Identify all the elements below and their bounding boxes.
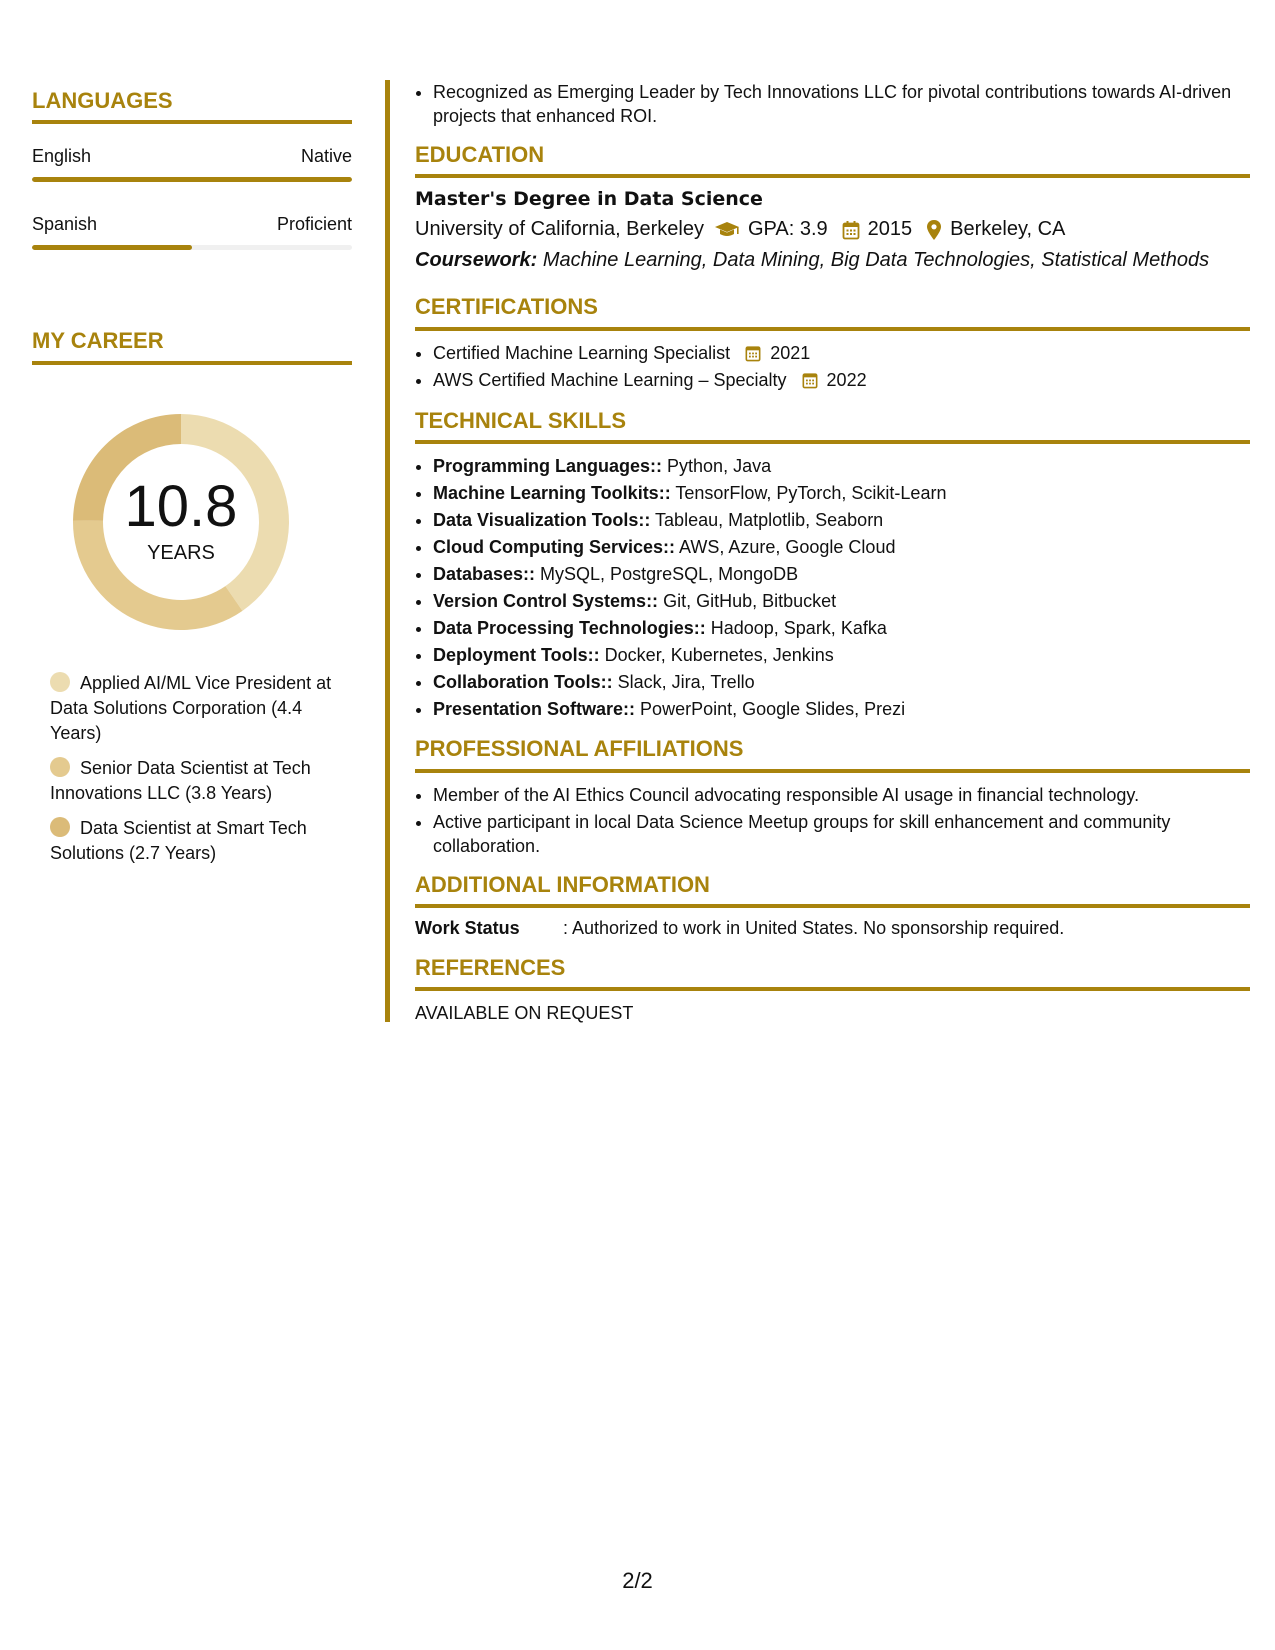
language-fill (32, 245, 192, 250)
page-number: 2/2 (622, 1568, 653, 1593)
skill-item (433, 562, 1250, 587)
skill-value: Docker, Kubernetes, Jenkins (599, 645, 834, 666)
legend-label: Senior Data Scientist at Tech Innovations LLC (3.8 Years) (50, 757, 311, 803)
language-bar-spanish (32, 245, 352, 250)
languages-title: LANGUAGES (32, 88, 352, 124)
language-fill (32, 177, 352, 182)
legend-label: Data Scientist at Smart Tech Solutions (2.7 Years) (50, 817, 307, 863)
education-section (415, 142, 1250, 272)
certification-item (433, 368, 1250, 392)
references-section (415, 955, 1250, 1024)
calendar-icon (745, 344, 761, 362)
language-name: English (32, 146, 92, 167)
affiliations-title: PROFESSIONAL AFFILIATIONS (415, 736, 1250, 772)
skills-section (415, 408, 1250, 722)
coursework-label: Coursework: (415, 249, 538, 272)
work-status-row (415, 918, 1250, 939)
language-name: Spanish (32, 214, 98, 235)
skill-label: Data Processing Technologies:: (433, 618, 706, 639)
coursework-list: Machine Learning, Data Mining, Big Data Technologies, Statistical Methods (542, 249, 1210, 272)
skills-list (415, 454, 1250, 722)
education-title: EDUCATION (415, 142, 1250, 178)
skill-item (433, 535, 1250, 560)
skill-item (433, 616, 1250, 641)
skill-label: Version Control Systems:: (433, 591, 659, 612)
career-unit: YEARS (147, 542, 215, 565)
education-details (415, 218, 1250, 241)
coursework (415, 249, 1250, 272)
certification-name: Certified Machine Learning Specialist (433, 342, 731, 363)
gpa: GPA: 3.9 (748, 218, 828, 241)
skill-item (433, 589, 1250, 614)
certifications-list (415, 341, 1250, 392)
legend-item (50, 671, 352, 746)
skill-value: Python, Java (662, 456, 772, 477)
education-location: Berkeley, CA (950, 218, 1066, 241)
skill-value: MySQL, PostgreSQL, MongoDB (535, 564, 799, 585)
skill-item (433, 670, 1250, 695)
additional-section (415, 872, 1250, 939)
skill-value: Slack, Jira, Trello (612, 672, 755, 693)
certification-year: 2022 (826, 369, 867, 390)
certification-year: 2021 (770, 342, 811, 363)
skill-label: Data Visualization Tools:: (433, 510, 651, 531)
skill-item (433, 481, 1250, 506)
additional-title: ADDITIONAL INFORMATION (415, 872, 1250, 908)
affiliations-section (415, 736, 1250, 857)
skill-value: PowerPoint, Google Slides, Prezi (635, 699, 906, 720)
certification-item (433, 341, 1250, 365)
skill-item (433, 643, 1250, 668)
location-pin-icon (926, 219, 942, 241)
legend-item (50, 756, 352, 806)
skill-label: Databases:: (433, 564, 536, 585)
skill-value: Git, GitHub, Bitbucket (658, 591, 837, 612)
skill-label: Programming Languages:: (433, 456, 663, 477)
certifications-section (415, 294, 1250, 391)
language-bar-english (32, 177, 352, 182)
certifications-title: CERTIFICATIONS (415, 294, 1250, 330)
sidebar (32, 88, 352, 876)
skill-value: AWS, Azure, Google Cloud (675, 537, 896, 558)
skill-item (433, 508, 1250, 533)
skill-value: Tableau, Matplotlib, Seaborn (650, 510, 884, 531)
affiliation-item: • Active participant in local Data Science Meetup groups for skill enhancement and community collaboration. (433, 810, 1250, 858)
career-title: MY CAREER (32, 328, 352, 364)
legend-dot (50, 672, 70, 692)
language-level: Proficient (276, 214, 352, 235)
language-spanish (32, 214, 352, 235)
skill-label: Machine Learning Toolkits:: (433, 483, 671, 504)
skills-title: TECHNICAL SKILLS (415, 408, 1250, 444)
work-status-value: : Authorized to work in United States. No sponsorship required. (563, 917, 1065, 938)
work-status-key: Work Status (415, 917, 520, 938)
legend-label: Applied AI/ML Vice President at Data Solutions Corporation (4.4 Years) (50, 672, 332, 743)
graduation-year: 2015 (867, 218, 913, 241)
skill-label: Cloud Computing Services:: (433, 537, 676, 558)
career-total: 10.8 (124, 474, 238, 540)
language-level: Native (300, 146, 352, 167)
language-english (32, 146, 352, 167)
calendar-icon (842, 220, 860, 240)
legend-item (50, 816, 352, 866)
career-donut (66, 407, 296, 637)
affiliations-list (415, 783, 1250, 858)
certification-name: AWS Certified Machine Learning – Specialty (433, 369, 787, 390)
career-legend (50, 671, 352, 866)
degree: Master's Degree in Data Science (415, 188, 763, 211)
school: University of California, Berkeley (415, 218, 704, 241)
skill-value: Hadoop, Spark, Kafka (705, 618, 887, 639)
legend-dot (50, 757, 70, 777)
experience-bullets (415, 80, 1250, 128)
graduation-cap-icon (714, 221, 740, 239)
donut-center (66, 407, 296, 637)
skill-label: Presentation Software:: (433, 699, 636, 720)
skill-item (433, 697, 1250, 722)
skill-value: TensorFlow, PyTorch, Scikit-Learn (670, 483, 947, 504)
references-title: REFERENCES (415, 955, 1250, 991)
main-content (385, 80, 1250, 1022)
experience-bullet: • Recognized as Emerging Leader by Tech Innovations LLC for pivotal contributions towards AI-driven projects that enhanced ROI. (433, 80, 1250, 128)
legend-dot (50, 817, 70, 837)
references-text: AVAILABLE ON REQUEST (415, 1003, 634, 1024)
skill-label: Collaboration Tools:: (433, 672, 613, 693)
affiliation-item: • Member of the AI Ethics Council advocating responsible AI usage in financial technology. (433, 783, 1250, 807)
skill-label: Deployment Tools:: (433, 645, 600, 666)
skill-item (433, 454, 1250, 479)
calendar-icon (802, 371, 818, 389)
